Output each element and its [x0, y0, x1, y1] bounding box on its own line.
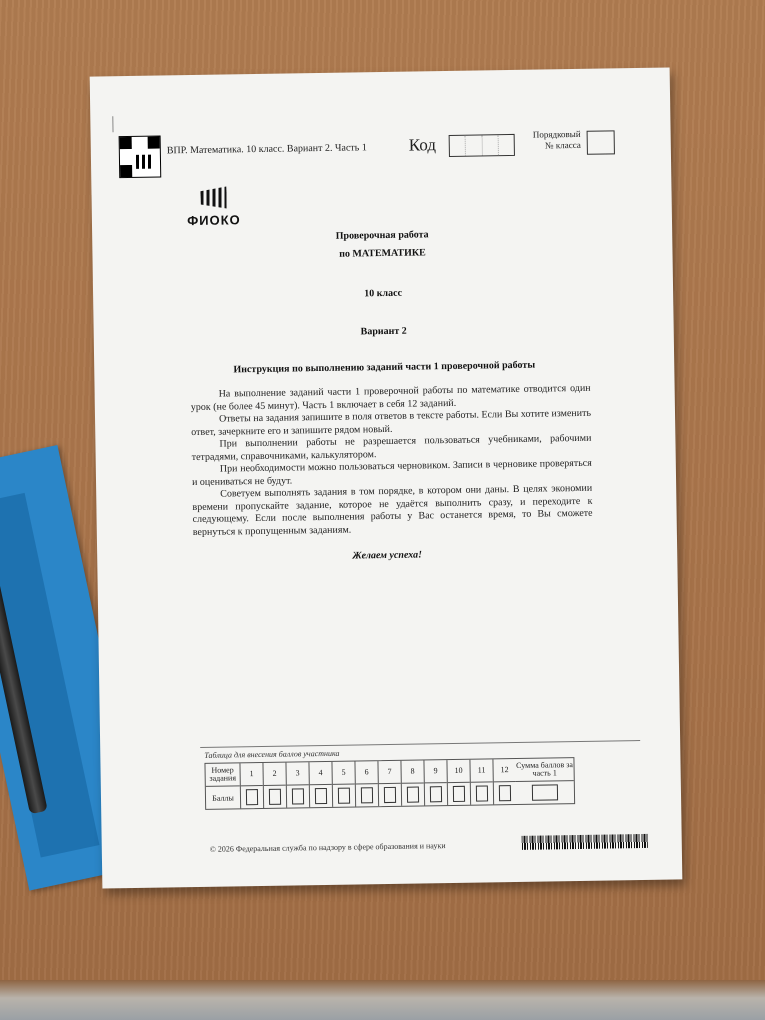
paragraph: При выполнении работы не разрешается пользоваться учебниками, рабочими тетрадями, справочниками, калькулятором. — [191, 432, 592, 463]
score-box[interactable] — [476, 785, 488, 801]
task-number: 11 — [470, 759, 492, 782]
task-column — [401, 760, 425, 805]
sum-column — [515, 758, 574, 804]
score-box[interactable] — [246, 789, 258, 805]
score-box[interactable] — [315, 788, 327, 804]
points-header: Баллы — [212, 792, 234, 803]
title-line-1: Проверочная работа — [335, 229, 429, 242]
task-column — [424, 760, 448, 805]
score-box[interactable] — [407, 787, 419, 803]
good-luck-text: Желаем успеха! — [352, 549, 423, 562]
variant-label: Вариант 2 — [360, 325, 407, 338]
sheet-header — [119, 128, 652, 186]
task-column — [355, 761, 379, 806]
desk-edge — [0, 980, 765, 1020]
instruction-text — [191, 383, 593, 539]
score-box[interactable] — [430, 786, 442, 802]
task-number: 2 — [263, 763, 285, 786]
task-column — [309, 762, 333, 807]
task-number: 1 — [240, 763, 262, 786]
task-number: 10 — [447, 760, 469, 783]
task-column — [447, 760, 471, 805]
grade-label: 10 класс — [364, 287, 403, 300]
qr-code-icon — [119, 135, 162, 178]
paragraph: На выполнение заданий части 1 проверочной работы по математике отводится один урок (не более 45 минут). Часть 1 включает в себя 12 заданий. — [190, 382, 591, 413]
task-column — [332, 762, 356, 807]
exam-sheet — [90, 67, 683, 888]
score-box[interactable] — [269, 789, 281, 805]
score-table — [204, 757, 575, 810]
task-column — [493, 759, 516, 804]
score-box[interactable] — [292, 788, 304, 804]
class-number-label: Порядковый № класса — [532, 128, 581, 151]
score-table-caption: Таблица для внесения баллов участника — [204, 748, 340, 760]
code-field[interactable] — [449, 134, 515, 157]
paragraph: Советуем выполнять задания в том порядке, в котором они даны. В целях экономии времени пропускайте задание, которое не удаётся выполнить сразу, и переходите к следующему. Если после выполнения работы у Вас останется время, то Вы сможете вернуться к пропущенным заданиям. — [192, 482, 593, 538]
task-number: 7 — [378, 761, 400, 784]
corner-mark — [112, 116, 113, 132]
sum-score-box[interactable] — [532, 784, 558, 800]
fioco-logo — [183, 186, 244, 228]
task-number: 5 — [332, 762, 354, 785]
task-number: 9 — [424, 760, 446, 783]
copyright: © 2026 Федеральная служба по надзору в сфере образования и науки — [209, 841, 446, 854]
logo-text: ФИОКО — [187, 212, 241, 229]
task-number: 6 — [355, 761, 377, 784]
instruction-heading: Инструкция по выполнению заданий части 1 проверочной работы — [233, 359, 536, 376]
barcode-icon — [522, 834, 648, 850]
task-column — [240, 763, 264, 808]
task-column — [378, 761, 402, 806]
class-number-field[interactable] — [587, 130, 615, 154]
code-label: Код — [408, 135, 437, 155]
paragraph: При необходимости можно пользоваться черновиком. Записи в черновике проверяться и оцениваться не будут. — [191, 457, 592, 488]
task-column — [263, 763, 287, 808]
task-column — [286, 762, 310, 807]
score-box[interactable] — [361, 787, 373, 803]
task-number: 8 — [401, 760, 423, 783]
divider — [200, 740, 640, 748]
score-box[interactable] — [384, 787, 396, 803]
task-number: 3 — [286, 762, 308, 785]
score-box[interactable] — [499, 785, 511, 801]
score-box[interactable] — [338, 788, 350, 804]
task-number: 12 — [493, 759, 515, 782]
score-box[interactable] — [453, 786, 465, 802]
logo-mark-icon — [200, 186, 226, 208]
task-number: 4 — [309, 762, 331, 785]
doc-title: ВПР. Математика. 10 класс. Вариант 2. Часть 1 — [166, 142, 367, 157]
task-column — [470, 759, 494, 804]
sum-header: Сумма баллов за часть 1 — [515, 758, 573, 782]
row-headers — [205, 763, 241, 809]
task-number-header: Номер задания — [205, 763, 239, 787]
title-line-2: по МАТЕМАТИКЕ — [339, 247, 426, 260]
paragraph: Ответы на задания запишите в поля ответов в тексте работы. Если Вы хотите изменить ответ, зачеркните его и запишите рядом новый. — [191, 407, 592, 438]
